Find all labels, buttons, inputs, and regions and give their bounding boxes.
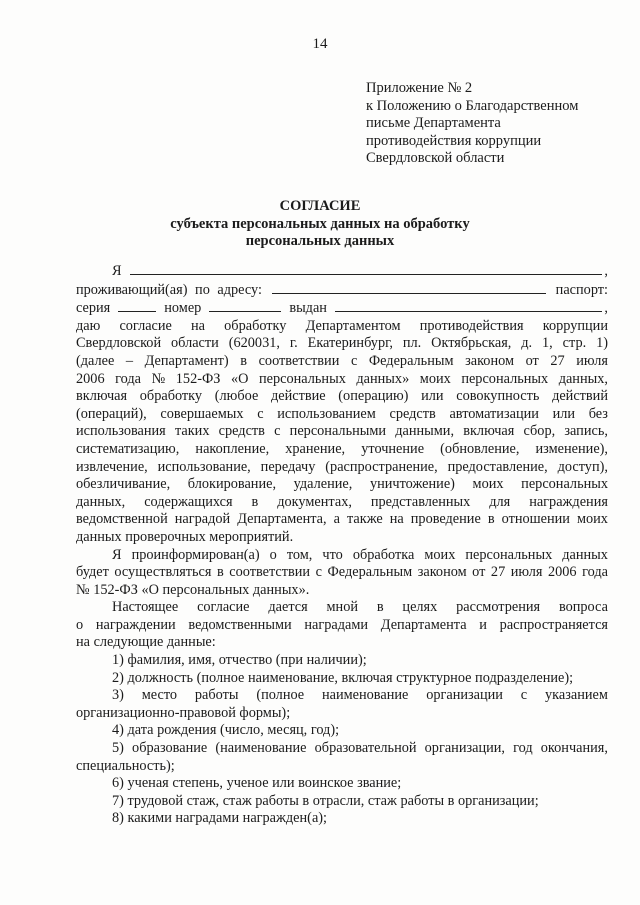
issued-end: , <box>604 300 608 317</box>
address-field-row <box>76 281 608 300</box>
list-item: 8) какими наградами награжден(а); <box>112 810 328 827</box>
series-label: серия <box>76 300 111 317</box>
para2-line: будет осуществляться в соответствии с Федеральным законом от 27 июля 2006 года <box>76 564 608 581</box>
consent-body <box>76 262 608 828</box>
list-item: 7) трудовой стаж, стаж работы в отрасли, стаж работы в организации; <box>112 792 539 809</box>
para1-line: данных проверочных мероприятий. <box>76 528 294 545</box>
list-item: специальность); <box>76 757 175 774</box>
para1-line: 2006 года № 152-ФЗ «О персональных данных» моих персональных данных, <box>76 370 608 387</box>
address-field[interactable] <box>272 281 546 294</box>
list-item: 5) образование (наименование образовательной организации, год окончания, <box>112 740 608 757</box>
number-field[interactable] <box>209 299 281 312</box>
name-end: , <box>604 263 608 279</box>
appendix-line: письме Департамента <box>366 115 501 131</box>
title-sub: субъекта персональных данных на обработку <box>170 215 470 232</box>
name-field-row <box>76 262 608 281</box>
list-item: 4) дата рождения (число, месяц, год); <box>112 722 340 739</box>
para2-line: Я проинформирован(а) о том, что обработка моих персональных данных <box>112 546 608 563</box>
para2-line: № 152-ФЗ «О персональных данных». <box>76 581 310 598</box>
appendix-line: Приложение № 2 <box>366 80 473 96</box>
para1-line: систематизацию, накопление, хранение, уточнение (обновление, изменение), <box>76 440 608 457</box>
para1-line: использования таких средств с персональными данными, включая сбор, запись, <box>76 423 608 440</box>
para3-line: Настоящее согласие дается мной в целях рассмотрения вопроса <box>112 599 608 616</box>
para1-line: (далее – Департамент) в соответствии с Федеральным законом от 27 июля <box>76 352 608 369</box>
number-label: номер <box>164 300 202 317</box>
passport-label: паспорт: <box>555 281 608 298</box>
para1-line: включая обработку (любое действие (операцию) или совокупность действий <box>76 388 608 405</box>
list-item: 2) должность (полное наименование, включая структурное подразделение); <box>112 669 574 686</box>
para1-line: Свердловской области (620031, г. Екатеринбург, пл. Октябрьская, д. 1, стр. 1) <box>76 335 608 352</box>
issued-label: выдан <box>289 300 327 317</box>
para1-line: даю согласие на обработку Департаментом противодействия коррупции <box>76 317 608 334</box>
appendix-line: противодействия коррупции <box>366 132 542 149</box>
i-label: Я <box>112 263 122 279</box>
para1-line: обезличивание, блокирование, удаление, уничтожение) моих персональных <box>76 476 608 493</box>
list-item: организационно-правовой формы); <box>76 704 291 721</box>
series-field[interactable] <box>118 299 156 312</box>
para1-line: ведомственной наградой Департамента, а также на проведение в отношении моих <box>76 511 608 528</box>
para3-line: на следующие данные: <box>76 634 216 651</box>
page-number: 14 <box>312 36 328 52</box>
appendix-line: Свердловской области <box>366 150 505 166</box>
document-title <box>0 198 640 251</box>
para1-line: извлечение, использование, передачу (распространение, предоставление, доступ), <box>76 458 608 475</box>
list-item: 3) место работы (полное наименование организации с указанием <box>112 687 608 704</box>
appendix-block <box>366 80 578 168</box>
passport-field-row <box>76 299 608 318</box>
list-item: 6) ученая степень, ученое или воинское звание; <box>112 775 402 792</box>
para1-line: данных, содержащихся в документах, представленных для награждения <box>76 493 608 510</box>
issued-field[interactable] <box>335 299 602 312</box>
appendix-line: к Положению о Благодарственном <box>366 97 579 114</box>
title-sub: персональных данных <box>245 233 395 249</box>
title-main: СОГЛАСИЕ <box>279 198 361 214</box>
full-name-field[interactable] <box>130 262 603 275</box>
para1-line: (операций), совершаемых с использованием средств автоматизации или без <box>76 405 608 422</box>
address-label: проживающий(ая) по адресу: <box>76 281 262 298</box>
para3-line: о награждении ведомственными наградами Департамента и распространяется <box>76 616 608 633</box>
list-item: 1) фамилия, имя, отчество (при наличии); <box>112 652 367 669</box>
